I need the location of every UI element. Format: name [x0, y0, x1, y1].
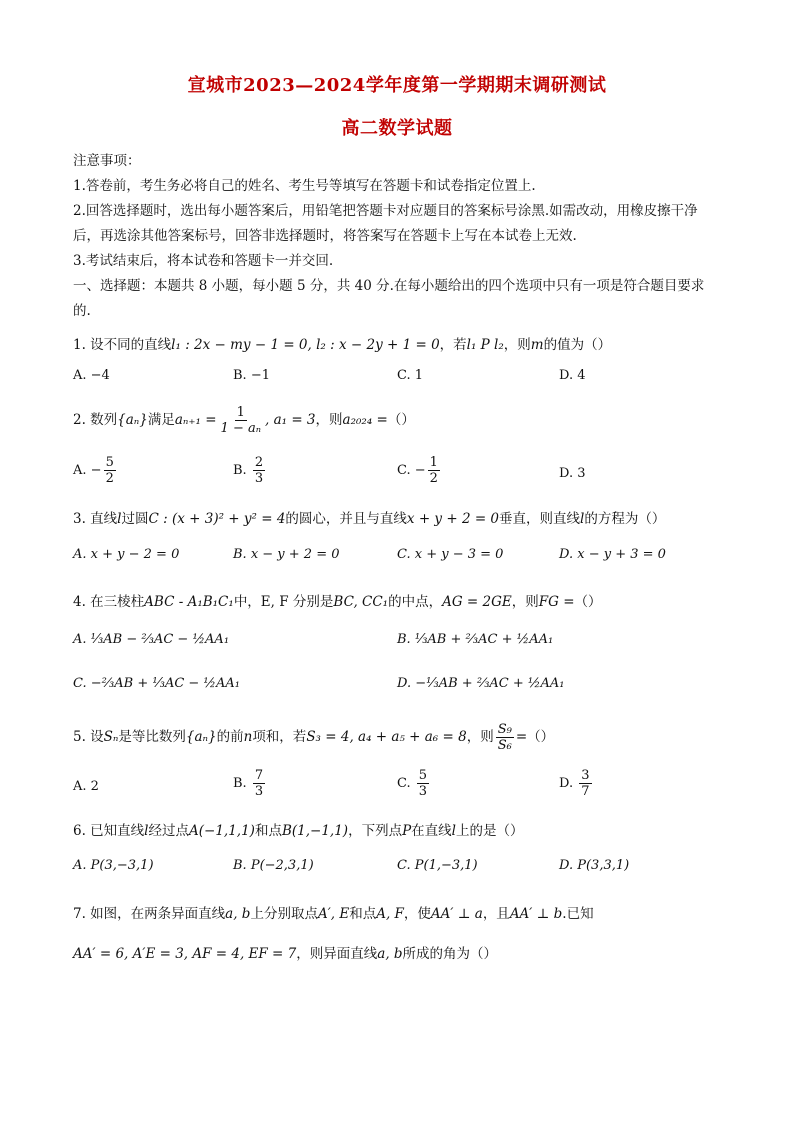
q4-target: FG = [538, 594, 575, 610]
q3-option-a: A. x + y − 2 = 0 [73, 547, 180, 562]
notice-item-1: 1.答卷前，考生务必将自己的姓名、考生号等填写在答题卡和试卷指定位置上. [73, 178, 536, 194]
q7-e: .已知 [562, 906, 594, 922]
q3-option-c: C. x + y − 3 = 0 [397, 547, 504, 562]
q5-option-c [397, 768, 431, 799]
q5-d-frac [579, 768, 591, 799]
q2-c-den: 2 [429, 471, 438, 486]
q2-pre: 2. 数列 [73, 412, 118, 428]
q6-pre: 6. 已知直线 [73, 823, 145, 839]
question-1 [73, 333, 611, 353]
q5-c-num: 5 [418, 768, 428, 783]
q1-post: ，则 [503, 337, 531, 353]
q4-post: ，则 [511, 594, 539, 610]
q3-a: 过圆 [121, 511, 149, 527]
q5-option-a: A. 2 [73, 779, 99, 794]
q5-c-frac [417, 768, 429, 799]
q2-option-b [233, 455, 267, 486]
q2-a-den: 2 [105, 471, 114, 486]
question-3 [73, 507, 665, 527]
q3-circle: C : (x + 3)² + y² = 4 [148, 511, 286, 527]
q4-end: （） [574, 594, 602, 610]
q5-num: S₉ [497, 722, 512, 737]
q1-option-d: D. 4 [559, 368, 586, 383]
q7-ab2: a, b [377, 946, 403, 962]
q6-option-d: D. P(3,3,1) [559, 858, 630, 873]
q2-cond: , a₁ = 3 [265, 412, 316, 428]
q2-a-sign: − [90, 463, 102, 478]
q5-mid3: 项和，若 [252, 729, 307, 745]
question-4 [73, 590, 602, 610]
q7-c: ，使 [403, 906, 431, 922]
q1-mid: ，若 [439, 337, 467, 353]
q7-l2b: 所成的角为（） [402, 946, 498, 962]
q6-P: P [402, 823, 412, 839]
q1-lines: l₁ : 2x − my − 1 = 0, l₂ : x − 2y + 1 = 0 [171, 337, 440, 353]
q6-option-c: C. P(1,−3,1) [397, 858, 478, 873]
q1-option-a: A. −4 [73, 368, 110, 383]
q4-option-a: A. ⅓AB − ⅔AC − ½AA₁ [73, 632, 230, 647]
q5-cond: S₃ = 4, a₄ + a₅ + a₆ = 8 [306, 729, 467, 745]
q4-option-d: D. −⅓AB + ⅔AC + ½AA₁ [397, 676, 565, 691]
q5-mid: 是等比数列 [118, 729, 186, 745]
q5-option-b [233, 768, 267, 799]
question-7-line-1 [73, 902, 594, 922]
q4-cond: AG = 2GE [442, 594, 512, 610]
q5-c-den: 3 [418, 784, 428, 799]
q5-post: ，则 [466, 729, 494, 745]
q2-mid: 满足 [147, 412, 175, 428]
q5-den: S₆ [497, 738, 512, 753]
q2-b-num: 2 [254, 455, 264, 470]
q5-d-num: 3 [581, 768, 590, 783]
section-1-line-2: 的. [73, 303, 91, 319]
q4-pre: 4. 在三棱柱 [73, 594, 145, 610]
q2-c-label: C. [397, 463, 411, 478]
q4-edges: BC, CC₁ [333, 594, 389, 610]
q3-pre: 3. 直线 [73, 511, 118, 527]
q4-mid: 中，E, F 分别是 [233, 594, 334, 610]
q1-cond: l₁ P l₂ [466, 337, 504, 353]
q5-n: n [243, 729, 253, 745]
q6-c: ，下列点 [348, 823, 403, 839]
q3-c: 垂直，则直线 [499, 511, 581, 527]
question-6 [73, 819, 524, 839]
question-7-line-2 [73, 942, 497, 962]
q5-b-frac [253, 768, 265, 799]
q5-option-d [559, 768, 594, 799]
q7-c1: AA′ ⊥ a [430, 906, 483, 922]
q6-l2: l [451, 823, 456, 839]
q2-a-label: A. [73, 463, 87, 478]
q6-l: l [144, 823, 149, 839]
q6-option-b: B. P(−2,3,1) [233, 858, 314, 873]
q5-b-num: 7 [254, 768, 264, 783]
q5-d-label: D. [559, 776, 574, 791]
q7-given: AA′ = 6, A′E = 3, AF = 4, EF = 7 [73, 946, 297, 962]
q5-b-label: B. [233, 776, 247, 791]
q4-option-b: B. ⅓AB + ⅔AC + ½AA₁ [397, 632, 554, 647]
notice-item-2b: 后，再选涂其他答案标号，回答非选择题时，将答案写在答题卡上写在本试卷上无效. [73, 228, 577, 244]
q6-d: 在直线 [411, 823, 452, 839]
q3-l2: l [580, 511, 585, 527]
q7-l2a: ，则异面直线 [296, 946, 378, 962]
q2-c-sign: − [414, 463, 426, 478]
q2-seq: {aₙ} [117, 412, 148, 428]
q1-pre: 1. 设不同的直线 [73, 337, 172, 353]
q4-option-c: C. −⅔AB + ⅓AC − ½AA₁ [73, 676, 241, 691]
q3-d: 的方程为（） [584, 511, 666, 527]
question-2 [73, 405, 415, 436]
section-1-line-1: 一、选择题：本题共 8 小题，每小题 5 分，共 40 分.在每小题给出的四个选项中只有一项是符合题目要求 [73, 278, 705, 294]
q6-pB: B(1,−1,1) [281, 823, 349, 839]
q2-option-a [73, 455, 118, 486]
q6-a: 经过点 [148, 823, 189, 839]
q2-option-d: D. 3 [559, 466, 586, 481]
q2-b-frac [253, 455, 265, 486]
q7-b: 和点 [349, 906, 377, 922]
q2-c-frac [428, 455, 440, 486]
q7-pts2: A, F [376, 906, 404, 922]
q4-mid2: 的中点， [388, 594, 443, 610]
q2-option-c [397, 455, 442, 486]
q5-seq: {aₙ} [185, 729, 217, 745]
notice-item-3: 3.考试结束后，将本试卷和答题卡一并交回. [73, 253, 334, 269]
q2-a-num: 5 [105, 455, 114, 470]
exam-subtitle: 高二数学试题 [341, 118, 453, 139]
q2-lhs: aₙ₊₁ = [174, 412, 217, 428]
notice-heading: 注意事项： [73, 153, 141, 169]
q7-pre: 7. 如图，在两条异面直线 [73, 906, 226, 922]
q2-end: （） [387, 412, 415, 428]
q2-c-num: 1 [429, 455, 438, 470]
q2-num: 1 [236, 405, 245, 420]
q2-fraction [219, 405, 263, 436]
q5-b-den: 3 [254, 784, 264, 799]
q7-ab: a, b [225, 906, 251, 922]
exam-title: 宣城市2023—2024学年度第一学期期末调研测试 [187, 75, 607, 96]
q5-end: =（） [515, 729, 555, 745]
q5-d-den: 7 [581, 784, 590, 799]
q3-option-b: B. x − y + 2 = 0 [233, 547, 340, 562]
q2-b-label: B. [233, 463, 247, 478]
q2-a-frac [104, 455, 116, 486]
q2-post: ，则 [315, 412, 343, 428]
q1-var: m [530, 337, 544, 353]
q7-c2: AA′ ⊥ b [509, 906, 563, 922]
q1-end: 的值为（） [543, 337, 612, 353]
q5-mid2: 的前 [216, 729, 244, 745]
q1-option-c: C. 1 [397, 368, 424, 383]
q5-pre: 5. 设 [73, 729, 104, 745]
q2-den: 1 − aₙ [220, 421, 261, 436]
notice-item-2a: 2.回答选择题时，选出每小题答案后，用铅笔把答题卡对应题目的答案标号涂黑.如需改动，用橡皮擦干净 [73, 203, 698, 219]
q3-option-d: D. x − y + 3 = 0 [559, 547, 666, 562]
q7-pts1: A′, E [317, 906, 350, 922]
q2-b-den: 3 [254, 471, 264, 486]
question-5 [73, 722, 554, 753]
q5-c-label: C. [397, 776, 411, 791]
q6-e: 上的是（） [456, 823, 524, 839]
q7-a: 上分别取点 [250, 906, 318, 922]
q6-pA: A(−1,1,1) [189, 823, 255, 839]
q5-frac [496, 722, 514, 753]
q4-prism: ABC - A₁B₁C₁ [144, 594, 234, 610]
q3-b: 的圆心，并且与直线 [285, 511, 407, 527]
q5-sn: Sₙ [103, 729, 119, 745]
q6-option-a: A. P(3,−3,1) [73, 858, 154, 873]
q7-d: ，且 [482, 906, 510, 922]
q1-option-b: B. −1 [233, 368, 270, 383]
q3-line: x + y + 2 = 0 [406, 511, 500, 527]
q6-b: 和点 [254, 823, 282, 839]
q2-target: a₂₀₂₄ = [342, 412, 388, 428]
q3-l: l [117, 511, 122, 527]
